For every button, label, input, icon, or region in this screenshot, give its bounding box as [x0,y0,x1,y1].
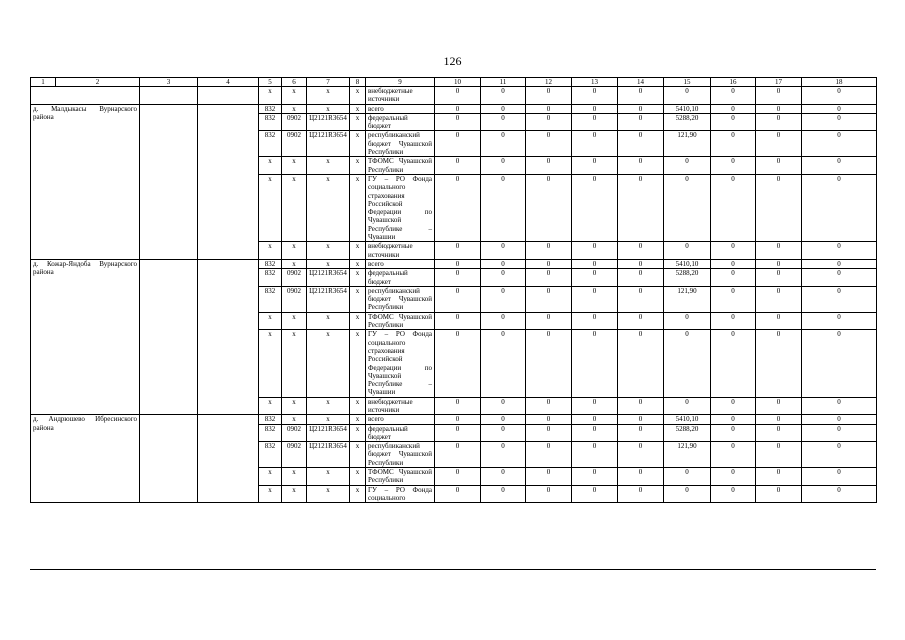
value-cell: 0 [572,442,618,468]
settlement-name: д. Андрюшево Ибресинского района [33,415,137,432]
page-number: 126 [443,54,462,68]
value-cell: 0 [618,242,664,260]
value-cell: 0 [664,468,711,486]
target-code-cell: x [307,397,350,415]
value-cell: 0 [618,87,664,105]
value-cell: 0 [526,312,572,330]
value-cell: 0 [572,242,618,260]
value-cell: 5410,10 [664,104,711,113]
target-code-cell: x [307,468,350,486]
admin-code-cell: x [259,312,282,330]
empty-cell [140,415,198,503]
empty-cell [140,87,198,105]
value-cell: 0 [572,312,618,330]
value-cell: 0 [618,424,664,442]
value-cell: 0 [435,87,481,105]
value-cell: 0 [756,286,802,312]
value-cell: 0 [481,312,526,330]
value-cell: 0 [435,312,481,330]
target-code-cell: x [307,415,350,424]
funding-source-cell: федеральный бюджет [366,424,435,442]
value-cell: 0 [618,259,664,268]
target-code-cell: Ц2121R3654 [307,442,350,468]
value-cell: 0 [711,397,756,415]
header-row [31,78,877,87]
value-cell: 5410,10 [664,415,711,424]
value-cell: 0 [618,131,664,157]
value-cell: 0 [802,485,877,503]
header-cell: 5 [259,78,282,87]
table-body [31,78,877,503]
funding-source-cell: ГУ – РО Фонда социального страхования Российской Федерации по Чувашской Республике – Чувашии [366,174,435,241]
section-code-cell: 0902 [282,424,307,442]
value-cell: 0 [756,113,802,131]
value-cell: 0 [435,468,481,486]
value-cell: 0 [664,87,711,105]
value-cell: 0 [526,104,572,113]
value-cell: 0 [711,330,756,397]
empty-cell [198,259,259,414]
value-cell: 0 [435,131,481,157]
admin-code-cell: 832 [259,104,282,113]
value-cell: 0 [572,104,618,113]
header-cell: 7 [307,78,350,87]
value-cell: 0 [572,174,618,241]
value-cell: 0 [802,330,877,397]
expense-type-cell: x [350,104,366,113]
target-code-cell: Ц2121R3654 [307,286,350,312]
admin-code-cell: x [259,468,282,486]
value-cell: 0 [618,269,664,287]
expense-type-cell: x [350,286,366,312]
expense-type-cell: x [350,259,366,268]
admin-code-cell: x [259,242,282,260]
admin-code-cell: 832 [259,131,282,157]
value-cell: 0 [711,174,756,241]
value-cell: 0 [664,174,711,241]
value-cell: 0 [572,485,618,503]
settlement-name: д. Кожар-Яндоба Вурнарского района [33,259,137,277]
value-cell: 0 [756,269,802,287]
value-cell: 0 [711,259,756,268]
value-cell: 0 [711,269,756,287]
header-cell: 2 [56,78,140,87]
value-cell: 0 [756,157,802,175]
value-cell: 0 [711,286,756,312]
value-cell: 0 [618,442,664,468]
value-cell: 0 [802,242,877,260]
target-code-cell: x [307,87,350,105]
value-cell: 0 [435,113,481,131]
section-code-cell: x [282,242,307,260]
value-cell: 0 [756,424,802,442]
target-code-cell: x [307,157,350,175]
empty-cell [140,104,198,259]
header-cell: 8 [350,78,366,87]
value-cell: 0 [481,113,526,131]
value-cell: 0 [756,87,802,105]
target-code-cell: Ц2121R3654 [307,424,350,442]
value-cell: 0 [802,259,877,268]
target-code-cell: x [307,312,350,330]
value-cell: 0 [711,242,756,260]
value-cell: 0 [802,131,877,157]
value-cell: 0 [526,468,572,486]
value-cell: 0 [481,131,526,157]
funding-source-cell: ТФОМС Чувашской Республики [366,468,435,486]
funding-source-cell: федеральный бюджет [366,113,435,131]
expense-type-cell: x [350,397,366,415]
value-cell: 0 [481,269,526,287]
value-cell: 0 [756,174,802,241]
admin-code-cell: x [259,330,282,397]
group-name [31,87,140,105]
value-cell: 0 [802,113,877,131]
value-cell: 0 [481,87,526,105]
header-cell: 15 [664,78,711,87]
value-cell: 0 [526,269,572,287]
section-code-cell: x [282,259,307,268]
value-cell: 0 [481,286,526,312]
value-cell: 0 [618,104,664,113]
expense-type-cell: x [350,312,366,330]
value-cell: 0 [481,174,526,241]
value-cell: 0 [618,468,664,486]
value-cell: 0 [435,259,481,268]
funding-source-cell: внебюджетные источники [366,242,435,260]
table-row [31,415,877,424]
section-code-cell: 0902 [282,286,307,312]
group-name [31,415,140,503]
expense-type-cell: x [350,330,366,397]
value-cell: 0 [481,104,526,113]
value-cell: 5288,20 [664,269,711,287]
value-cell: 0 [664,242,711,260]
funding-source-cell: республиканский бюджет Чувашской Республики [366,286,435,312]
admin-code-cell: x [259,485,282,503]
value-cell: 121,90 [664,131,711,157]
value-cell: 0 [572,131,618,157]
funding-source-cell: ГУ – РО Фонда социального [366,485,435,503]
value-cell: 0 [711,131,756,157]
value-cell: 0 [711,424,756,442]
value-cell: 0 [572,87,618,105]
budget-table [30,77,877,503]
value-cell: 0 [711,468,756,486]
admin-code-cell: 832 [259,415,282,424]
value-cell: 0 [481,330,526,397]
value-cell: 0 [435,442,481,468]
bottom-rule [30,569,876,570]
funding-source-cell: всего [366,104,435,113]
target-code-cell: x [307,242,350,260]
value-cell: 0 [435,415,481,424]
value-cell: 0 [526,113,572,131]
section-code-cell: x [282,485,307,503]
table-row [31,104,877,113]
admin-code-cell: x [259,174,282,241]
funding-source-cell: всего [366,415,435,424]
value-cell: 0 [711,485,756,503]
value-cell: 0 [572,468,618,486]
value-cell: 0 [618,485,664,503]
settlement-name: д. Малдыкасы Вурнарского района [33,104,137,121]
funding-source-cell: ТФОМС Чувашской Республики [366,157,435,175]
funding-source-cell: республиканский бюджет Чувашской Республики [366,442,435,468]
value-cell: 0 [481,242,526,260]
value-cell: 0 [526,87,572,105]
funding-source-cell: всего [366,259,435,268]
admin-code-cell: 832 [259,269,282,287]
value-cell: 0 [664,157,711,175]
value-cell: 0 [618,330,664,397]
value-cell: 0 [435,485,481,503]
value-cell: 0 [756,397,802,415]
header-cell: 14 [618,78,664,87]
target-code-cell: x [307,104,350,113]
target-code-cell: Ц2121R3654 [307,113,350,131]
value-cell: 0 [802,87,877,105]
value-cell: 0 [572,157,618,175]
empty-cell [198,104,259,259]
section-code-cell: x [282,330,307,397]
admin-code-cell: x [259,397,282,415]
value-cell: 0 [756,468,802,486]
expense-type-cell: x [350,242,366,260]
value-cell: 0 [572,424,618,442]
value-cell: 0 [618,312,664,330]
value-cell: 0 [756,330,802,397]
admin-code-cell: 832 [259,113,282,131]
value-cell: 0 [756,104,802,113]
value-cell: 0 [618,397,664,415]
header-cell: 1 [31,78,56,87]
expense-type-cell: x [350,157,366,175]
value-cell: 0 [572,286,618,312]
value-cell: 0 [756,131,802,157]
value-cell: 0 [711,157,756,175]
expense-type-cell: x [350,415,366,424]
value-cell: 0 [526,415,572,424]
value-cell: 121,90 [664,442,711,468]
section-code-cell: 0902 [282,113,307,131]
value-cell: 5288,20 [664,113,711,131]
section-code-cell: x [282,174,307,241]
section-code-cell: x [282,87,307,105]
value-cell: 0 [481,259,526,268]
value-cell: 0 [802,269,877,287]
value-cell: 0 [618,174,664,241]
header-cell: 18 [802,78,877,87]
header-cell: 13 [572,78,618,87]
target-code-cell: x [307,485,350,503]
admin-code-cell: 832 [259,442,282,468]
value-cell: 0 [435,286,481,312]
value-cell: 0 [526,424,572,442]
value-cell: 0 [526,330,572,397]
value-cell: 0 [435,424,481,442]
value-cell: 0 [526,442,572,468]
header-cell: 12 [526,78,572,87]
expense-type-cell: x [350,113,366,131]
value-cell: 0 [526,131,572,157]
value-cell: 0 [711,312,756,330]
value-cell: 0 [572,415,618,424]
value-cell: 5288,20 [664,424,711,442]
section-code-cell: x [282,468,307,486]
value-cell: 0 [711,87,756,105]
value-cell: 0 [802,286,877,312]
header-cell: 17 [756,78,802,87]
value-cell: 0 [802,157,877,175]
value-cell: 0 [618,415,664,424]
value-cell: 0 [664,397,711,415]
value-cell: 5410,10 [664,259,711,268]
section-code-cell: 0902 [282,442,307,468]
value-cell: 0 [756,312,802,330]
header-cell: 6 [282,78,307,87]
empty-cell [140,259,198,414]
value-cell: 0 [756,485,802,503]
section-code-cell: x [282,104,307,113]
value-cell: 0 [481,485,526,503]
header-cell: 4 [198,78,259,87]
funding-source-cell: внебюджетные источники [366,87,435,105]
header-cell: 9 [366,78,435,87]
admin-code-cell: 832 [259,424,282,442]
value-cell: 0 [711,104,756,113]
group-name [31,104,140,259]
group-name [31,259,140,414]
value-cell: 0 [664,485,711,503]
funding-source-cell: республиканский бюджет Чувашской Республики [366,131,435,157]
value-cell: 0 [756,242,802,260]
value-cell: 0 [481,468,526,486]
value-cell: 0 [802,397,877,415]
section-code-cell: 0902 [282,131,307,157]
expense-type-cell: x [350,468,366,486]
header-cell: 10 [435,78,481,87]
value-cell: 0 [481,415,526,424]
value-cell: 0 [618,286,664,312]
value-cell: 0 [572,330,618,397]
value-cell: 0 [664,312,711,330]
value-cell: 0 [756,259,802,268]
value-cell: 0 [526,157,572,175]
expense-type-cell: x [350,131,366,157]
value-cell: 0 [481,157,526,175]
header-cell: 3 [140,78,198,87]
admin-code-cell: x [259,87,282,105]
value-cell: 0 [435,330,481,397]
funding-source-cell: ГУ – РО Фонда социального страхования Российской Федерации по Чувашской Республике – Чувашии [366,330,435,397]
funding-source-cell: ТФОМС Чувашской Республики [366,312,435,330]
value-cell: 0 [435,242,481,260]
admin-code-cell: 832 [259,259,282,268]
expense-type-cell: x [350,269,366,287]
value-cell: 0 [802,442,877,468]
value-cell: 0 [802,174,877,241]
value-cell: 0 [756,415,802,424]
value-cell: 0 [664,330,711,397]
funding-source-cell: федеральный бюджет [366,269,435,287]
target-code-cell: x [307,330,350,397]
value-cell: 0 [802,415,877,424]
table-row [31,259,877,268]
value-cell: 0 [802,424,877,442]
value-cell: 0 [435,397,481,415]
value-cell: 0 [526,242,572,260]
empty-cell [198,415,259,503]
header-cell: 11 [481,78,526,87]
target-code-cell: x [307,174,350,241]
funding-source-cell: внебюджетные источники [366,397,435,415]
target-code-cell: Ц2121R3654 [307,131,350,157]
value-cell: 0 [572,259,618,268]
section-code-cell: x [282,397,307,415]
value-cell: 0 [526,397,572,415]
expense-type-cell: x [350,424,366,442]
value-cell: 0 [802,104,877,113]
value-cell: 0 [526,286,572,312]
value-cell: 0 [711,113,756,131]
expense-type-cell: x [350,442,366,468]
admin-code-cell: 832 [259,286,282,312]
value-cell: 0 [802,468,877,486]
value-cell: 0 [526,485,572,503]
value-cell: 0 [802,312,877,330]
expense-type-cell: x [350,87,366,105]
section-code-cell: x [282,157,307,175]
value-cell: 0 [756,442,802,468]
target-code-cell: Ц2121R3654 [307,269,350,287]
admin-code-cell: x [259,157,282,175]
value-cell: 0 [711,415,756,424]
value-cell: 0 [526,174,572,241]
section-code-cell: x [282,312,307,330]
value-cell: 0 [572,397,618,415]
value-cell: 0 [526,259,572,268]
value-cell: 0 [435,269,481,287]
expense-type-cell: x [350,485,366,503]
header-cell: 16 [711,78,756,87]
expense-type-cell: x [350,174,366,241]
value-cell: 0 [481,442,526,468]
empty-cell [198,87,259,105]
value-cell: 0 [618,113,664,131]
table-row [31,87,877,105]
value-cell: 0 [481,397,526,415]
value-cell: 0 [435,157,481,175]
value-cell: 0 [572,113,618,131]
value-cell: 0 [435,174,481,241]
value-cell: 0 [572,269,618,287]
section-code-cell: x [282,415,307,424]
target-code-cell: x [307,259,350,268]
value-cell: 0 [711,442,756,468]
value-cell: 0 [481,424,526,442]
section-code-cell: 0902 [282,269,307,287]
value-cell: 0 [435,104,481,113]
value-cell: 0 [618,157,664,175]
value-cell: 121,90 [664,286,711,312]
